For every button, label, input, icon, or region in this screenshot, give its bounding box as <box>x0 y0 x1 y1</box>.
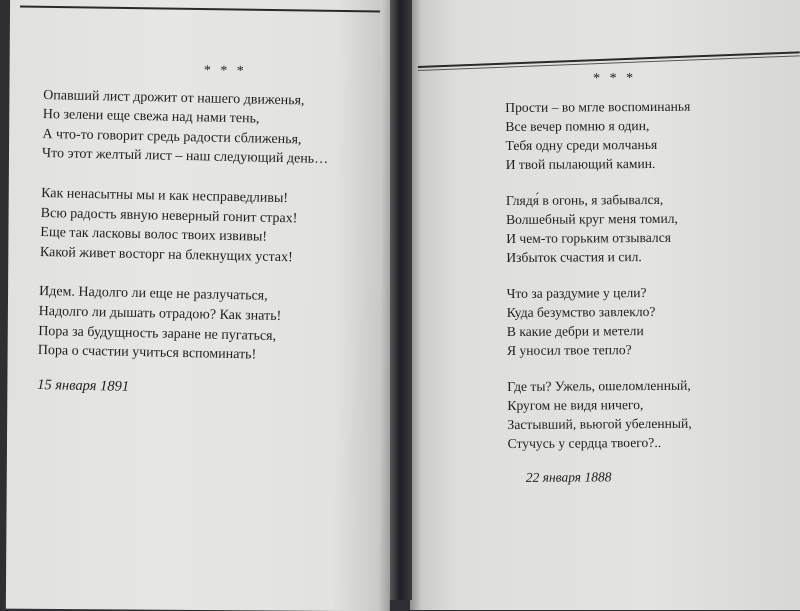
poem-line: Как ненасытны мы и как несправедливы! <box>41 185 289 207</box>
stanza-gap <box>507 358 787 378</box>
poem-line: Пора о счастии учиться вспоминать! <box>37 343 257 363</box>
poem-line: Прости – во мгле воспоминанья <box>505 99 691 116</box>
stanza-gap <box>506 265 786 285</box>
left-poem <box>37 58 384 402</box>
book-gutter <box>390 0 412 600</box>
poem-line: А что-то говорит средь радости сближенья, <box>42 126 302 148</box>
poem-line: Я уносил твое тепло? <box>506 341 632 358</box>
poem-line: В какие дебри и метели <box>506 322 644 339</box>
poem-separator: * * * <box>593 71 637 87</box>
stanza-gap <box>506 172 786 192</box>
poem-line: Что за раздумие у цели? <box>506 285 647 302</box>
right-poem <box>505 68 788 488</box>
poem-line: И твой пылающий камин. <box>505 155 656 172</box>
poem-line: Избыток счастия и сил. <box>506 248 642 265</box>
poem-line: Надолго ли дышать отрадою? Как знать! <box>38 303 282 324</box>
poem-line: Где ты? Ужель, ошеломленный, <box>507 378 691 395</box>
poem-line: Волшебный круг меня томил, <box>505 210 678 228</box>
poem-line: Пора за будущность заране не пугаться, <box>38 323 277 344</box>
poem-separator: * * * <box>203 63 247 80</box>
poem-date: 15 января 1891 <box>36 376 130 395</box>
poem-line: Все вечер помню я один, <box>505 118 650 135</box>
poem-line: Стучусь у сердца твоего?.. <box>507 434 662 451</box>
poem-line: Кругом не видя ничего, <box>507 397 644 414</box>
poem-line: И чем-то горьким отзывался <box>506 229 672 246</box>
poem-line: Тебя одну среди молчанья <box>505 136 658 153</box>
poem-line: Куда безумство завлекло? <box>506 304 656 321</box>
poem-line: Но зелени еще свежа над нами тень, <box>42 107 260 127</box>
poem-line: Еще так ласковы волос твоих извивы! <box>40 225 268 245</box>
poem-line: Застывший, вьюгой убеленный, <box>507 415 692 432</box>
poem-line: Идем. Надолго ли еще не разлучаться, <box>38 284 268 305</box>
poem-line: Что этот желтый лист – наш следующий день… <box>41 146 329 168</box>
poem-line: Какой живет восторг на блекнущих устах! <box>39 244 293 266</box>
poem-date: 22 января 1888 <box>525 469 612 486</box>
poem-line: Опавший лист дрожит от нашего движенья, <box>43 87 305 109</box>
poem-line: Всю радость явную неверный гонит страх! <box>40 205 298 226</box>
poem-line: Глядя́ в огонь, я забывался, <box>505 192 664 209</box>
